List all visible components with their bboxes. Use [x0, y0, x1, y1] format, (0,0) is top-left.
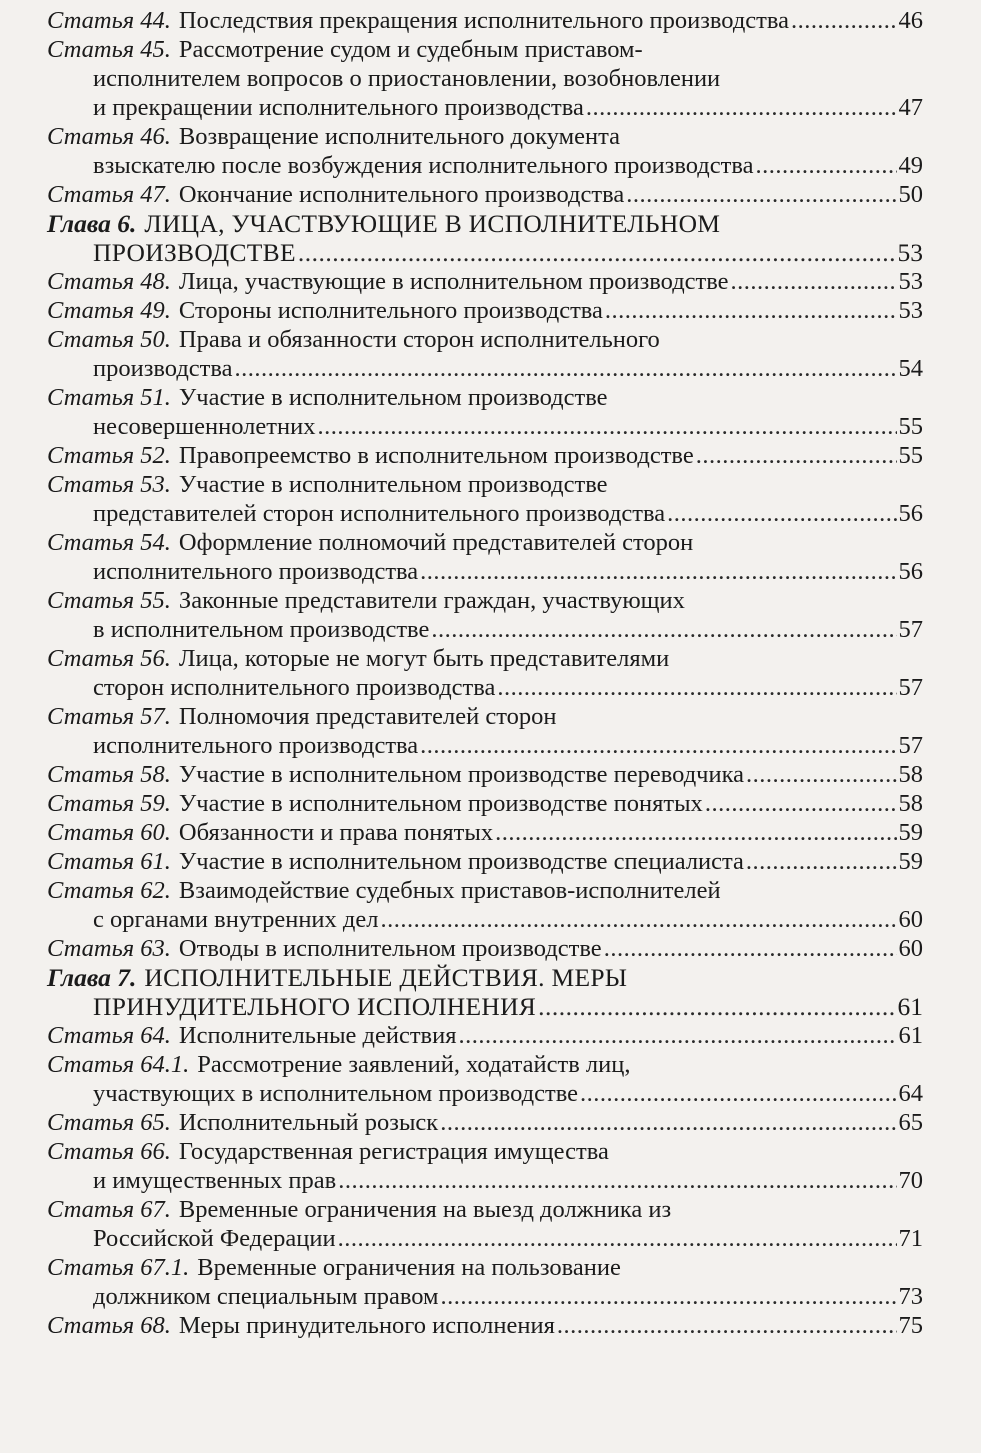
page-number: 57 — [898, 616, 923, 643]
page-number: 58 — [898, 790, 923, 817]
toc-line — [47, 818, 923, 847]
dot-leader — [557, 1311, 897, 1340]
toc-entry — [47, 383, 923, 441]
dot-leader — [746, 847, 897, 876]
label-word: Статья — [47, 1312, 135, 1339]
dot-leader — [380, 905, 896, 934]
label-number: 45. — [140, 36, 171, 63]
toc-line — [47, 296, 923, 325]
toc-line — [47, 122, 923, 151]
label-number: 50. — [140, 326, 171, 353]
article-label — [47, 122, 171, 151]
page-number: 71 — [898, 1225, 923, 1252]
page-number: 75 — [898, 1312, 923, 1339]
article-title: и имущественных прав — [93, 1167, 337, 1194]
page-number: 59 — [898, 819, 923, 846]
toc-entry — [47, 122, 923, 180]
page-number: 70 — [898, 1167, 923, 1194]
toc-entry — [47, 267, 923, 296]
label-word: Статья — [47, 848, 135, 875]
label-number: 66. — [140, 1138, 171, 1165]
article-title: Возвращение исполнительного документа — [178, 123, 621, 150]
article-title: Полномочия представителей сторон — [178, 703, 557, 730]
label-word: Статья — [47, 268, 135, 295]
article-label — [47, 470, 171, 499]
article-title: исполнителем вопросов о приостановлении, возобновлении — [93, 65, 721, 92]
dot-leader — [705, 789, 897, 818]
article-title: и прекращении исполнительного производства — [93, 94, 584, 121]
dot-leader — [626, 180, 896, 209]
article-label — [47, 1050, 189, 1079]
label-word: Статья — [47, 123, 135, 150]
article-title: Участие в исполнительном производстве переводчика — [178, 761, 745, 788]
article-label — [47, 789, 171, 818]
toc-entry — [47, 847, 923, 876]
chapter-title: ПРИНУДИТЕЛЬНОГО ИСПОЛНЕНИЯ — [93, 992, 537, 1021]
toc-entry — [47, 441, 923, 470]
toc-line — [47, 151, 923, 180]
label-number: 7. — [117, 963, 137, 992]
page-number: 61 — [898, 1022, 923, 1049]
article-title: Участие в исполнительном производстве специалиста — [178, 848, 744, 875]
toc-entry — [47, 789, 923, 818]
toc-entry — [47, 325, 923, 383]
page-number: 59 — [898, 848, 923, 875]
label-word: Глава — [47, 963, 111, 992]
label-word: Статья — [47, 529, 135, 556]
article-label — [47, 1195, 171, 1224]
page-number: 73 — [898, 1283, 923, 1310]
article-title: Законные представители граждан, участвующих — [178, 587, 685, 614]
toc-line — [47, 673, 923, 702]
dot-leader — [497, 673, 896, 702]
dot-leader — [317, 412, 896, 441]
toc-entry — [47, 1253, 923, 1311]
page-number: 55 — [898, 413, 923, 440]
toc-line — [47, 238, 923, 267]
article-title: Оформление полномочий представителей сторон — [178, 529, 694, 556]
label-number: 68. — [140, 1312, 171, 1339]
article-label — [47, 934, 171, 963]
page-number: 53 — [898, 297, 923, 324]
dot-leader — [420, 557, 896, 586]
article-label — [47, 528, 171, 557]
label-word: Статья — [47, 384, 135, 411]
article-label — [47, 180, 171, 209]
toc-line — [47, 354, 923, 383]
label-number: 62. — [140, 877, 171, 904]
toc-line — [47, 1195, 923, 1224]
article-title: Участие в исполнительном производстве понятых — [178, 790, 703, 817]
article-title: исполнительного производства — [93, 558, 419, 585]
dot-leader — [440, 1108, 896, 1137]
page-number: 53 — [898, 268, 923, 295]
article-title: Исполнительные действия — [178, 1022, 457, 1049]
article-label — [47, 702, 171, 731]
article-label — [47, 296, 171, 325]
label-number: 61. — [140, 848, 171, 875]
toc-entry — [47, 470, 923, 528]
article-title: Лица, участвующие в исполнительном производстве — [178, 268, 729, 295]
article-label — [47, 35, 171, 64]
dot-leader — [755, 151, 896, 180]
toc-line — [47, 876, 923, 905]
article-title: Временные ограничения на выезд должника из — [178, 1196, 672, 1223]
article-label — [47, 847, 171, 876]
article-title: несовершеннолетних — [93, 413, 316, 440]
dot-leader — [580, 1079, 896, 1108]
chapter-title: ЛИЦА, УЧАСТВУЮЩИЕ В ИСПОЛНИТЕЛЬНОМ — [144, 209, 721, 238]
label-number: 49. — [140, 297, 171, 324]
label-number: 51. — [140, 384, 171, 411]
label-word: Статья — [47, 790, 135, 817]
toc-line — [47, 528, 923, 557]
article-title: взыскателю после возбуждения исполнительного производства — [93, 152, 754, 179]
label-number: 54. — [140, 529, 171, 556]
toc-entry — [47, 876, 923, 934]
article-title: Стороны исполнительного производства — [178, 297, 603, 324]
chapter-heading — [47, 963, 923, 1021]
article-title: представителей сторон исполнительного производства — [93, 500, 666, 527]
label-number: 47. — [140, 181, 171, 208]
toc-entry — [47, 1195, 923, 1253]
dot-leader — [538, 992, 895, 1021]
label-word: Статья — [47, 326, 135, 353]
label-word: Статья — [47, 935, 135, 962]
toc-entry — [47, 528, 923, 586]
page-number: 65 — [898, 1109, 923, 1136]
article-label — [47, 1021, 171, 1050]
dot-leader — [338, 1224, 897, 1253]
toc-line — [47, 905, 923, 934]
toc-line — [47, 325, 923, 354]
article-title: производства — [93, 355, 233, 382]
toc-line — [47, 1311, 923, 1340]
dot-leader — [431, 615, 896, 644]
page-number: 53 — [897, 238, 923, 267]
dot-leader — [667, 499, 896, 528]
toc-line — [47, 64, 923, 93]
article-title: Рассмотрение заявлений, ходатайств лиц, — [197, 1051, 631, 1078]
toc-line — [47, 992, 923, 1021]
label-word: Статья — [47, 297, 135, 324]
label-word: Статья — [47, 1196, 135, 1223]
toc-line — [47, 615, 923, 644]
dot-leader — [441, 1282, 897, 1311]
toc-line — [47, 1166, 923, 1195]
chapter-heading — [47, 209, 923, 267]
article-title: должником специальным правом — [93, 1283, 439, 1310]
page-number: 46 — [898, 7, 923, 34]
label-number: 60. — [140, 819, 171, 846]
toc-entry — [47, 180, 923, 209]
label-word: Статья — [47, 761, 135, 788]
label-number: 52. — [140, 442, 171, 469]
toc-line — [47, 1137, 923, 1166]
toc-line — [47, 383, 923, 412]
dot-leader — [696, 441, 897, 470]
article-title: с органами внутренних дел — [93, 906, 379, 933]
toc-line — [47, 470, 923, 499]
page-number: 49 — [898, 152, 923, 179]
toc-line — [47, 1224, 923, 1253]
dot-leader — [420, 731, 896, 760]
label-number: 59. — [140, 790, 171, 817]
article-title: Временные ограничения на пользование — [197, 1254, 621, 1281]
dot-leader — [459, 1021, 897, 1050]
article-title: исполнительного производства — [93, 732, 419, 759]
toc-line — [47, 1050, 923, 1079]
dot-leader — [235, 354, 897, 383]
toc-line — [47, 1282, 923, 1311]
toc-entry — [47, 702, 923, 760]
article-label — [47, 818, 171, 847]
article-label — [47, 383, 171, 412]
toc-line — [47, 441, 923, 470]
label-number: 64. — [140, 1022, 171, 1049]
article-label — [47, 644, 171, 673]
label-number: 56. — [140, 645, 171, 672]
article-title: Последствия прекращения исполнительного производства — [178, 7, 790, 34]
label-number: 48. — [140, 268, 171, 295]
toc-entry — [47, 1311, 923, 1340]
article-label — [47, 760, 171, 789]
toc-line — [47, 1253, 923, 1282]
toc-line — [47, 412, 923, 441]
label-number: 67. — [140, 1196, 171, 1223]
page-number: 50 — [898, 181, 923, 208]
label-number: 64.1. — [140, 1051, 190, 1078]
page-number: 60 — [898, 906, 923, 933]
article-title: Участие в исполнительном производстве — [178, 471, 608, 498]
toc-entry — [47, 934, 923, 963]
toc-entry — [47, 760, 923, 789]
label-word: Статья — [47, 1022, 135, 1049]
toc-line — [47, 6, 923, 35]
label-number: 55. — [140, 587, 171, 614]
toc-line — [47, 586, 923, 615]
label-word: Статья — [47, 1051, 135, 1078]
toc-line — [47, 499, 923, 528]
page-number: 57 — [898, 674, 923, 701]
article-label — [47, 1311, 171, 1340]
chapter-title: ИСПОЛНИТЕЛЬНЫЕ ДЕЙСТВИЯ. МЕРЫ — [144, 963, 628, 992]
label-word: Статья — [47, 819, 135, 846]
toc-entry — [47, 818, 923, 847]
page-number: 61 — [897, 992, 923, 1021]
label-word: Статья — [47, 36, 135, 63]
toc-entry — [47, 6, 923, 35]
toc-line — [47, 1079, 923, 1108]
label-word: Статья — [47, 1254, 135, 1281]
dot-leader — [731, 267, 897, 296]
toc-entry — [47, 35, 923, 122]
article-title: Российской Федерации — [93, 1225, 336, 1252]
article-label — [47, 586, 171, 615]
article-title: Участие в исполнительном производстве — [178, 384, 608, 411]
label-number: 53. — [140, 471, 171, 498]
label-number: 65. — [140, 1109, 171, 1136]
label-word: Статья — [47, 703, 135, 730]
article-label — [47, 876, 171, 905]
article-title: Правопреемство в исполнительном производстве — [178, 442, 694, 469]
article-title: Рассмотрение судом и судебным приставом- — [178, 36, 643, 63]
label-number: 57. — [140, 703, 171, 730]
toc-entry — [47, 296, 923, 325]
article-label — [47, 1137, 171, 1166]
page-number: 54 — [898, 355, 923, 382]
toc-line — [47, 847, 923, 876]
article-title: Лица, которые не могут быть представителями — [178, 645, 670, 672]
label-word: Статья — [47, 645, 135, 672]
toc-line — [47, 557, 923, 586]
article-title: Окончание исполнительного производства — [178, 181, 625, 208]
page-number: 47 — [898, 94, 923, 121]
label-number: 58. — [140, 761, 171, 788]
article-label — [47, 6, 171, 35]
page-number: 58 — [898, 761, 923, 788]
dot-leader — [495, 818, 896, 847]
article-title: в исполнительном производстве — [93, 616, 430, 643]
article-title: Права и обязанности сторон исполнительного — [178, 326, 660, 353]
label-number: 44. — [140, 7, 171, 34]
article-title: Обязанности и права понятых — [178, 819, 494, 846]
article-label — [47, 325, 171, 354]
article-title: Меры принудительного исполнения — [178, 1312, 555, 1339]
dot-leader — [605, 296, 897, 325]
toc-line — [47, 180, 923, 209]
toc-line — [47, 760, 923, 789]
toc-line — [47, 1108, 923, 1137]
label-word: Статья — [47, 587, 135, 614]
toc-line — [47, 934, 923, 963]
chapter-label — [47, 209, 136, 238]
label-word: Глава — [47, 209, 111, 238]
dot-leader — [298, 238, 896, 267]
toc-entry — [47, 1137, 923, 1195]
label-word: Статья — [47, 1138, 135, 1165]
toc-line — [47, 93, 923, 122]
toc-line — [47, 267, 923, 296]
chapter-label — [47, 963, 136, 992]
label-word: Статья — [47, 1109, 135, 1136]
label-word: Статья — [47, 471, 135, 498]
page-number: 60 — [898, 935, 923, 962]
article-title: сторон исполнительного производства — [93, 674, 496, 701]
article-title: Взаимодействие судебных приставов-исполнителей — [178, 877, 721, 904]
toc-line — [47, 644, 923, 673]
toc-entry — [47, 1108, 923, 1137]
label-number: 46. — [140, 123, 171, 150]
article-title: Государственная регистрация имущества — [178, 1138, 609, 1165]
chapter-title: ПРОИЗВОДСТВЕ — [93, 238, 296, 267]
label-word: Статья — [47, 877, 135, 904]
label-word: Статья — [47, 7, 135, 34]
toc-line — [47, 963, 923, 992]
toc-line — [47, 35, 923, 64]
toc-entry — [47, 586, 923, 644]
toc-entry — [47, 1050, 923, 1108]
label-word: Статья — [47, 181, 135, 208]
toc-line — [47, 702, 923, 731]
page-number: 56 — [898, 558, 923, 585]
dot-leader — [586, 93, 897, 122]
article-title: Отводы в исполнительном производстве — [178, 935, 602, 962]
article-label — [47, 441, 171, 470]
toc-line — [47, 789, 923, 818]
label-word: Статья — [47, 442, 135, 469]
label-number: 6. — [117, 209, 137, 238]
dot-leader — [791, 6, 896, 35]
dot-leader — [604, 934, 897, 963]
toc-line — [47, 1021, 923, 1050]
toc-entry — [47, 1021, 923, 1050]
label-number: 67.1. — [140, 1254, 190, 1281]
page-number: 56 — [898, 500, 923, 527]
page-number: 64 — [898, 1080, 923, 1107]
article-title: Исполнительный розыск — [178, 1109, 439, 1136]
article-label — [47, 1108, 171, 1137]
article-label — [47, 1253, 189, 1282]
toc-line — [47, 731, 923, 760]
article-label — [47, 267, 171, 296]
toc-line — [47, 209, 923, 238]
page-number: 55 — [898, 442, 923, 469]
page-number: 57 — [898, 732, 923, 759]
dot-leader — [746, 760, 896, 789]
article-title: участвующих в исполнительном производстве — [93, 1080, 579, 1107]
label-number: 63. — [140, 935, 171, 962]
dot-leader — [338, 1166, 896, 1195]
toc-entry — [47, 644, 923, 702]
